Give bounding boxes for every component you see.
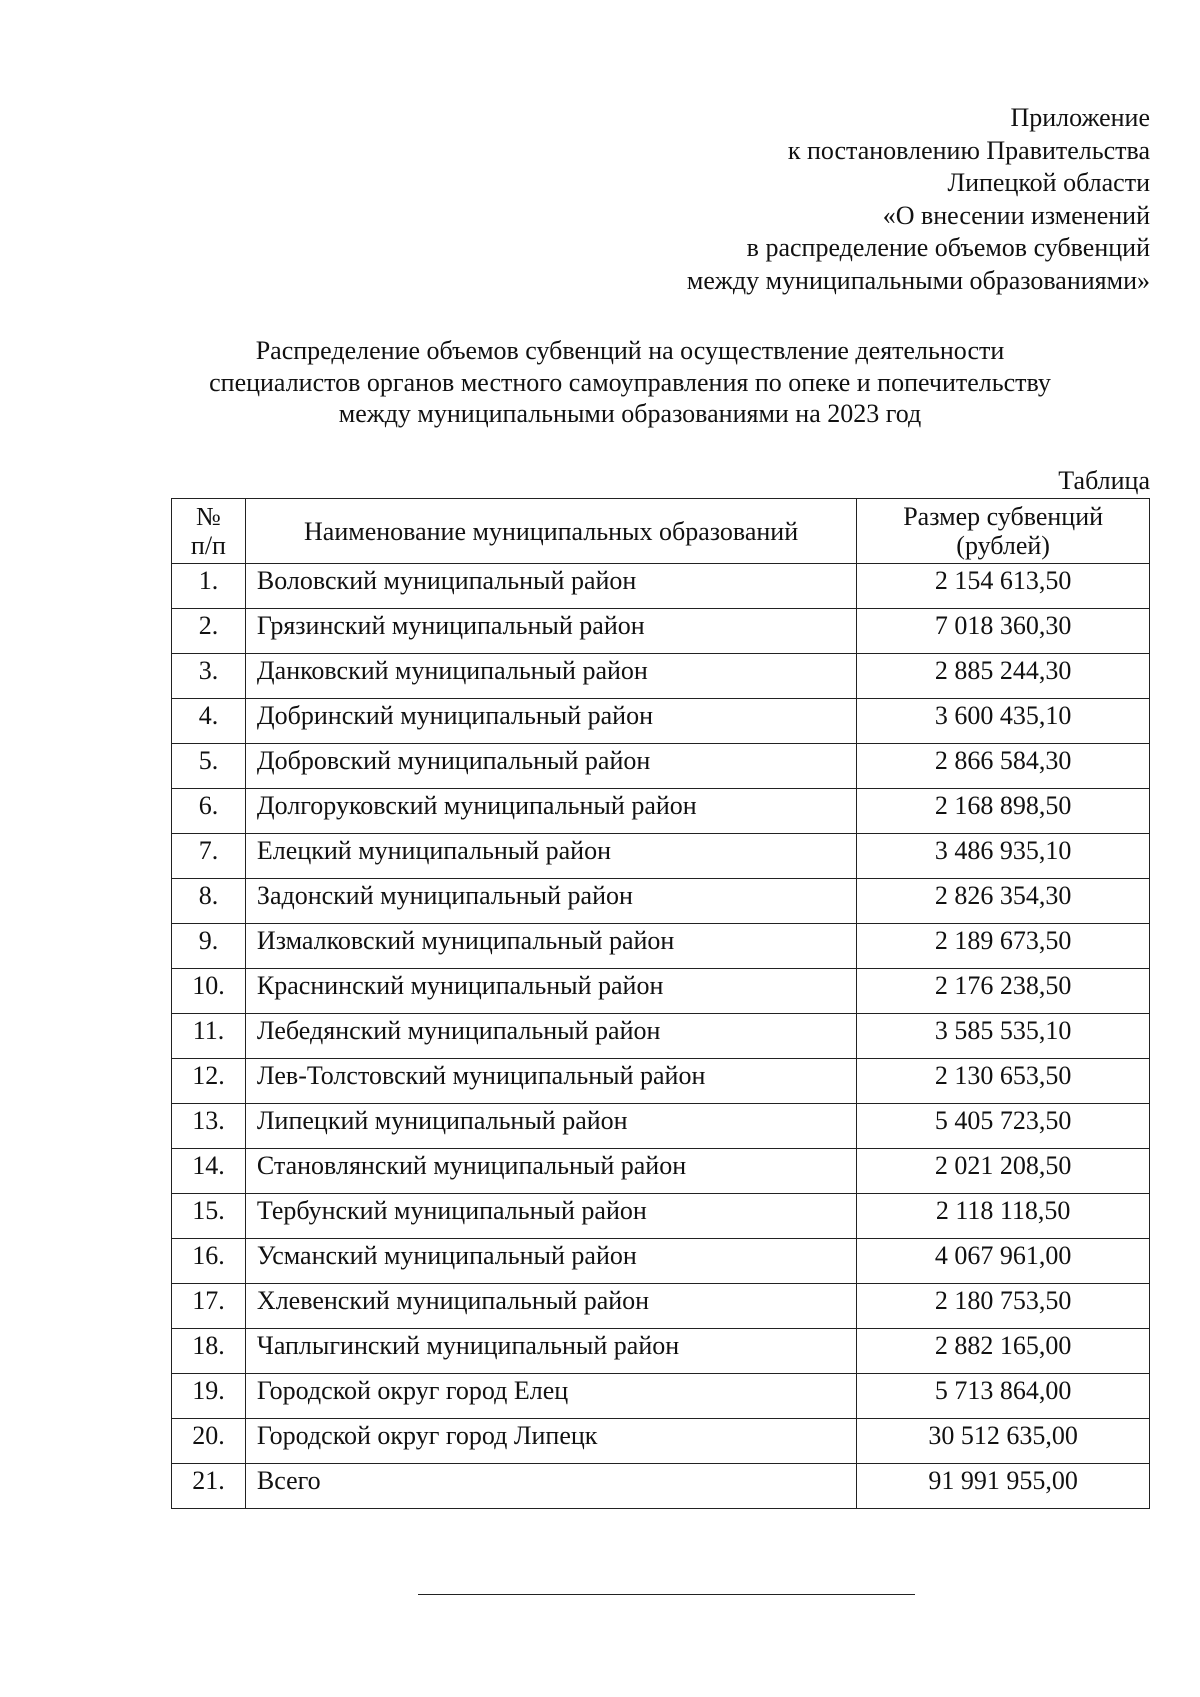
- header-name: Наименование муниципальных образований: [245, 499, 856, 564]
- appendix-line: Липецкой области: [947, 168, 1150, 197]
- row-municipality: Лев-Толстовский муниципальный район: [245, 1059, 856, 1104]
- table-row: [172, 564, 1150, 609]
- row-amount: 2 118 118,50: [857, 1194, 1150, 1239]
- row-municipality: Елецкий муниципальный район: [245, 834, 856, 879]
- row-municipality: Данковский муниципальный район: [245, 654, 856, 699]
- table-row: [172, 654, 1150, 699]
- row-number: 4.: [172, 699, 246, 744]
- appendix-line: «О внесении изменений: [882, 200, 1150, 230]
- row-municipality: Долгоруковский муниципальный район: [245, 789, 856, 834]
- row-amount: 2 168 898,50: [857, 789, 1150, 834]
- row-amount: 3 585 535,10: [857, 1014, 1150, 1059]
- table-row: [172, 879, 1150, 924]
- row-number: 7.: [172, 834, 246, 879]
- row-number: 19.: [172, 1374, 246, 1419]
- row-municipality: Городской округ город Елец: [245, 1374, 856, 1419]
- subsidies-table: [171, 498, 1150, 1509]
- row-municipality: Усманский муниципальный район: [245, 1239, 856, 1284]
- row-total-amount: 91 991 955,00: [857, 1464, 1150, 1509]
- title-line: Распределение объемов субвенций на осуществление деятельности: [255, 336, 1005, 365]
- row-amount: 4 067 961,00: [857, 1239, 1150, 1284]
- row-number: 2.: [172, 609, 246, 654]
- row-amount: 2 882 165,00: [857, 1329, 1150, 1374]
- table-caption: Таблица: [1058, 466, 1150, 495]
- table-row: [172, 834, 1150, 879]
- row-number: 12.: [172, 1059, 246, 1104]
- row-municipality: Грязинский муниципальный район: [245, 609, 856, 654]
- row-municipality: Лебедянский муниципальный район: [245, 1014, 856, 1059]
- table-row: [172, 1059, 1150, 1104]
- row-number: 17.: [172, 1284, 246, 1329]
- title-line: специалистов органов местного самоуправления по опеке и попечительству: [209, 367, 1051, 397]
- table-total-row: [172, 1464, 1150, 1509]
- row-municipality: Воловский муниципальный район: [245, 564, 856, 609]
- header-number-symbol: №: [196, 502, 221, 531]
- row-municipality: Хлевенский муниципальный район: [245, 1284, 856, 1329]
- row-number: 13.: [172, 1104, 246, 1149]
- table-row: [172, 1329, 1150, 1374]
- table-row: [172, 609, 1150, 654]
- table-body: [172, 564, 1150, 1509]
- appendix-block: [687, 102, 1150, 297]
- header-amount-unit: (рублей): [956, 531, 1050, 560]
- row-amount: 2 180 753,50: [857, 1284, 1150, 1329]
- row-amount: 2 130 653,50: [857, 1059, 1150, 1104]
- table-row: [172, 1149, 1150, 1194]
- row-amount: 2 885 244,30: [857, 654, 1150, 699]
- appendix-line: в распределение объемов субвенций: [746, 233, 1150, 262]
- table-row: [172, 1194, 1150, 1239]
- row-municipality: Городской округ город Липецк: [245, 1419, 856, 1464]
- table-row: [172, 1419, 1150, 1464]
- row-number: 9.: [172, 924, 246, 969]
- row-municipality: Добровский муниципальный район: [245, 744, 856, 789]
- table-row: [172, 969, 1150, 1014]
- row-number: 1.: [172, 564, 246, 609]
- row-number: 18.: [172, 1329, 246, 1374]
- row-number: 8.: [172, 879, 246, 924]
- row-total-label: Всего: [245, 1464, 856, 1509]
- table-header-row: [172, 499, 1150, 564]
- table-row: [172, 1239, 1150, 1284]
- row-number: 10.: [172, 969, 246, 1014]
- row-amount: 3 600 435,10: [857, 699, 1150, 744]
- row-municipality: Тербунский муниципальный район: [245, 1194, 856, 1239]
- row-amount: 30 512 635,00: [857, 1419, 1150, 1464]
- table-row: [172, 1374, 1150, 1419]
- row-number: 5.: [172, 744, 246, 789]
- row-amount: 2 154 613,50: [857, 564, 1150, 609]
- table-row: [172, 744, 1150, 789]
- table-row: [172, 1284, 1150, 1329]
- row-number: 14.: [172, 1149, 246, 1194]
- header-amount-label: Размер субвенций: [903, 502, 1104, 531]
- row-municipality: Липецкий муниципальный район: [245, 1104, 856, 1149]
- row-municipality: Измалковский муниципальный район: [245, 924, 856, 969]
- row-number: 15.: [172, 1194, 246, 1239]
- row-municipality: Краснинский муниципальный район: [245, 969, 856, 1014]
- header-amount: [857, 499, 1150, 564]
- row-number: 11.: [172, 1014, 246, 1059]
- row-amount: 2 866 584,30: [857, 744, 1150, 789]
- table-row: [172, 924, 1150, 969]
- row-number: 21.: [172, 1464, 246, 1509]
- row-municipality: Добринский муниципальный район: [245, 699, 856, 744]
- row-amount: 5 713 864,00: [857, 1374, 1150, 1419]
- row-amount: 3 486 935,10: [857, 834, 1150, 879]
- row-amount: 7 018 360,30: [857, 609, 1150, 654]
- header-number: [172, 499, 246, 564]
- title-line: между муниципальными образованиями на 2023 год: [338, 399, 922, 428]
- row-amount: 2 826 354,30: [857, 879, 1150, 924]
- table-row: [172, 789, 1150, 834]
- row-amount: 2 189 673,50: [857, 924, 1150, 969]
- header-number-abbr: п/п: [190, 531, 226, 560]
- row-municipality: Задонский муниципальный район: [245, 879, 856, 924]
- row-number: 6.: [172, 789, 246, 834]
- document-title: [0, 335, 1200, 430]
- table-row: [172, 1014, 1150, 1059]
- appendix-line: Приложение: [1010, 103, 1150, 132]
- row-number: 20.: [172, 1419, 246, 1464]
- row-municipality: Становлянский муниципальный район: [245, 1149, 856, 1194]
- row-number: 3.: [172, 654, 246, 699]
- appendix-line: между муниципальными образованиями»: [686, 265, 1150, 295]
- row-amount: 2 021 208,50: [857, 1149, 1150, 1194]
- row-number: 16.: [172, 1239, 246, 1284]
- row-amount: 5 405 723,50: [857, 1104, 1150, 1149]
- closing-divider: [418, 1594, 915, 1595]
- table-row: [172, 1104, 1150, 1149]
- row-municipality: Чаплыгинский муниципальный район: [245, 1329, 856, 1374]
- table-row: [172, 699, 1150, 744]
- appendix-line: к постановлению Правительства: [787, 135, 1150, 165]
- row-amount: 2 176 238,50: [857, 969, 1150, 1014]
